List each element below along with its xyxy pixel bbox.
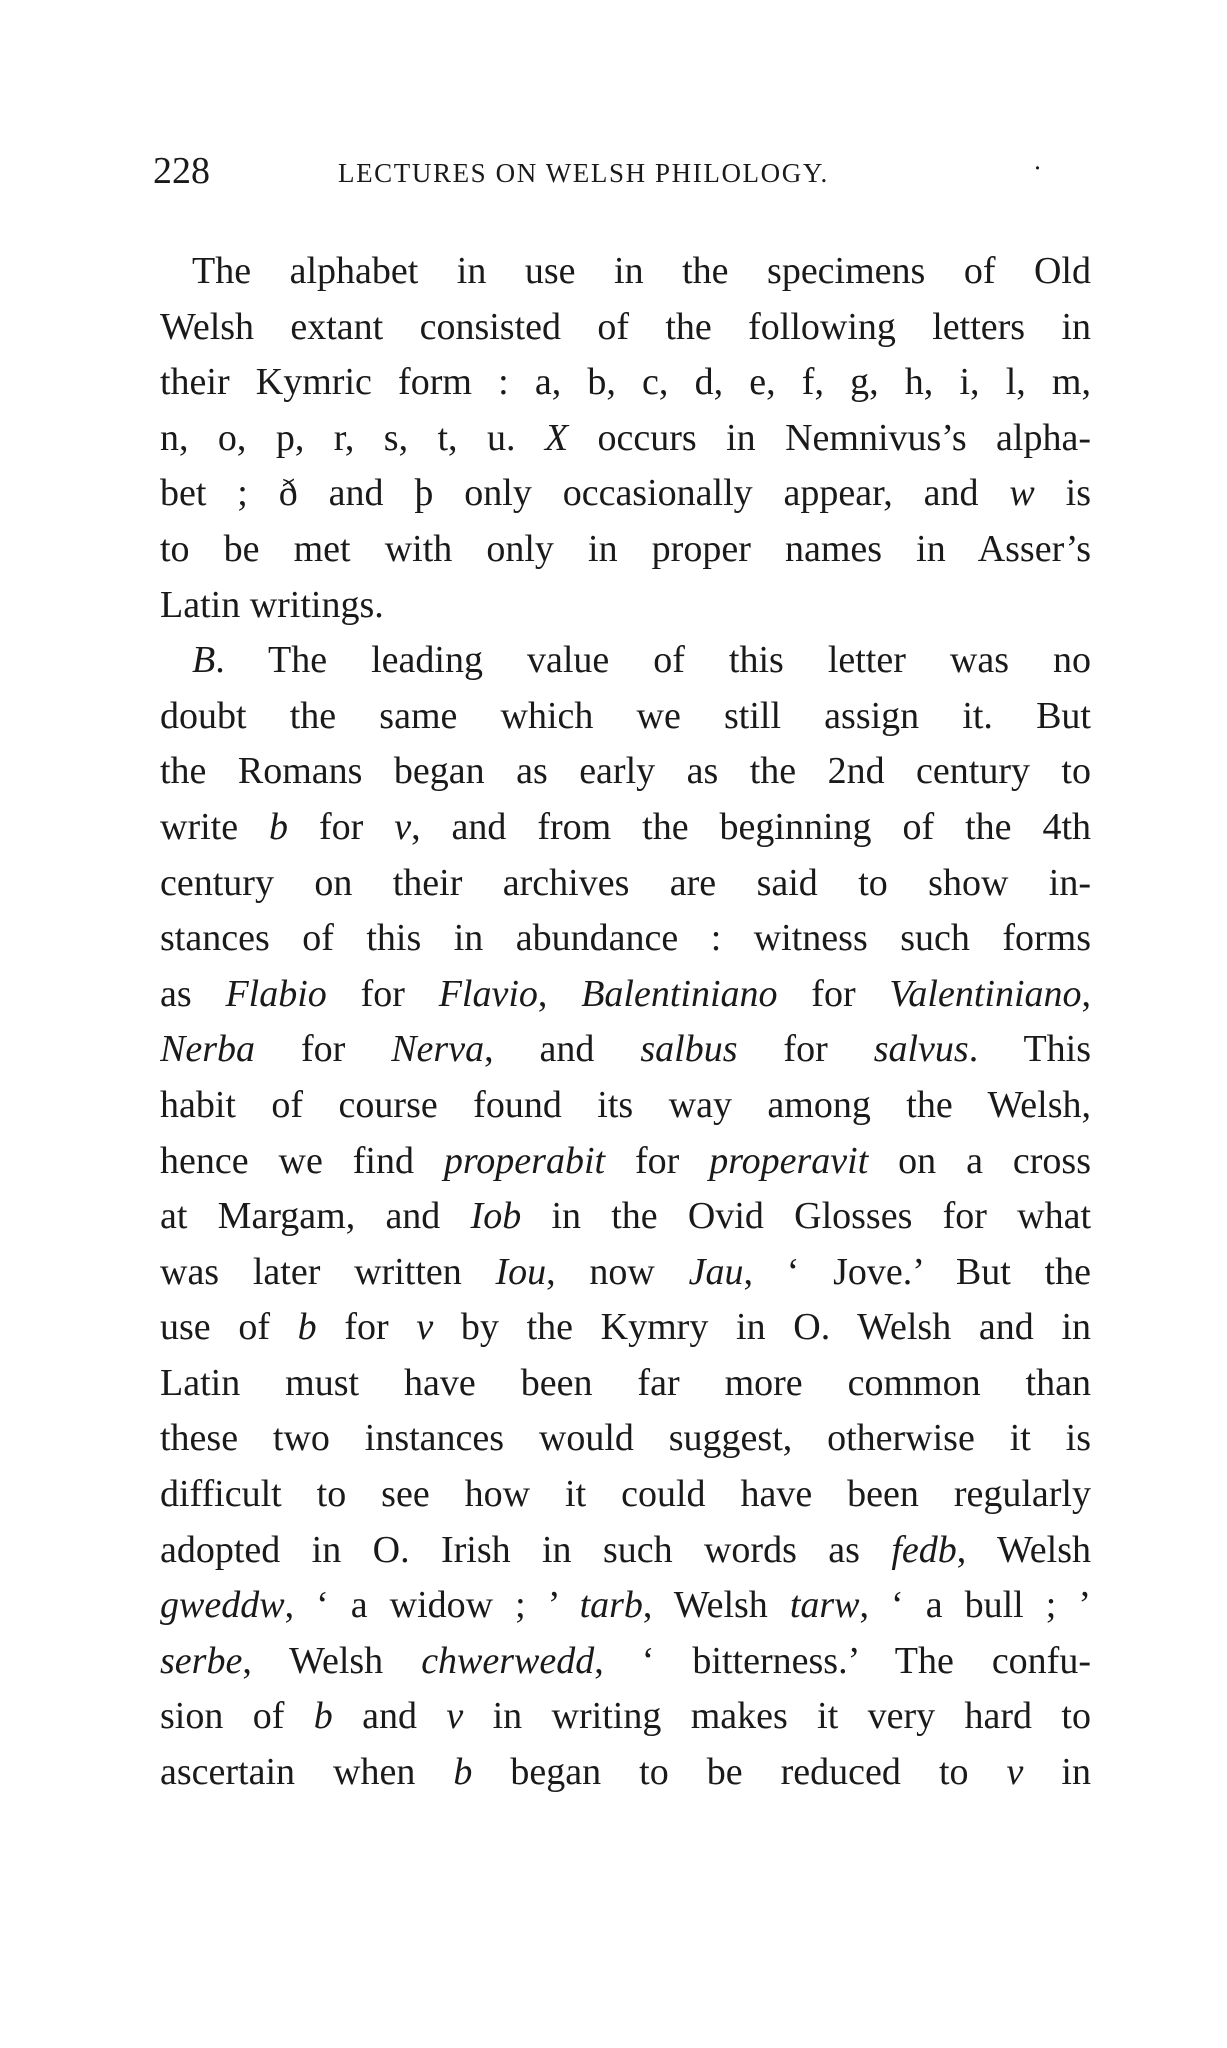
text-segment: Latin must have been far more common than xyxy=(160,1361,1091,1404)
text-line xyxy=(160,1467,1091,1523)
text-segment: difficult to see how it could have been regularly xyxy=(160,1473,1091,1516)
italic-text: b xyxy=(297,1306,317,1349)
text-segment: for xyxy=(777,972,890,1015)
text-line xyxy=(160,1689,1091,1745)
italic-text: tarb xyxy=(579,1584,643,1627)
italic-text: properabit xyxy=(443,1139,606,1182)
text-segment: in xyxy=(1023,1751,1091,1794)
text-line xyxy=(160,1300,1091,1356)
text-line xyxy=(160,1745,1091,1801)
text-segment: , xyxy=(1081,972,1091,1015)
text-segment: in the Ovid Glosses for what xyxy=(521,1195,1091,1238)
text-segment: bet ; ð and þ only occasionally appear, and xyxy=(160,472,1010,515)
italic-text: salbus xyxy=(640,1028,738,1071)
text-segment: write xyxy=(160,805,270,848)
text-line xyxy=(160,1578,1091,1634)
text-line xyxy=(160,1134,1091,1190)
text-line xyxy=(160,1634,1091,1690)
italic-text: b xyxy=(269,805,289,848)
text-segment: for xyxy=(255,1028,392,1071)
text-segment: by the Kymry in O. Welsh and in xyxy=(433,1306,1091,1349)
italic-text: Jau xyxy=(688,1250,744,1293)
italic-text: v xyxy=(446,1695,464,1738)
text-segment: , ‘ a bull ; ’ xyxy=(859,1584,1091,1627)
italic-text: b xyxy=(313,1695,333,1738)
italic-text: w xyxy=(1009,472,1035,515)
text-segment: doubt the same which we still assign it. But xyxy=(160,694,1091,737)
italic-text: Iou xyxy=(495,1250,547,1293)
text-line xyxy=(160,856,1091,912)
italic-text: Valentiniano xyxy=(889,972,1082,1015)
text-line xyxy=(160,1078,1091,1134)
text-segment: occurs in Nemnivus’s alpha- xyxy=(568,416,1091,459)
italic-text: properavit xyxy=(709,1139,869,1182)
italic-text: salvus xyxy=(873,1028,969,1071)
italic-text: Balentiniano xyxy=(581,972,778,1015)
italic-text: chwerwedd xyxy=(421,1639,595,1682)
text-segment: at Margam, and xyxy=(160,1195,471,1238)
text-line xyxy=(160,244,1091,300)
text-segment: was later written xyxy=(160,1250,496,1293)
text-segment: sion of xyxy=(160,1695,314,1738)
text-segment: for xyxy=(316,1306,417,1349)
text-segment: , Welsh xyxy=(642,1584,790,1627)
text-segment: stances of this in abundance : witness such forms xyxy=(160,917,1091,960)
text-segment: on a cross xyxy=(868,1139,1091,1182)
text-line xyxy=(160,300,1091,356)
text-line xyxy=(160,967,1091,1023)
text-segment: Latin writings. xyxy=(160,583,384,626)
italic-text: v xyxy=(416,1306,434,1349)
text-line xyxy=(160,411,1091,467)
text-segment: , ‘ a widow ; ’ xyxy=(284,1584,580,1627)
text-segment: , Welsh xyxy=(956,1528,1091,1571)
text-segment: the Romans began as early as the 2nd century to xyxy=(160,750,1091,793)
text-segment: for xyxy=(605,1139,710,1182)
italic-text: v xyxy=(1006,1751,1024,1794)
italic-text: fedb xyxy=(891,1528,957,1571)
text-line xyxy=(160,689,1091,745)
text-line xyxy=(160,800,1091,856)
text-segment: habit of course found its way among the Welsh, xyxy=(160,1083,1091,1126)
text-segment: century on their archives are said to show in- xyxy=(160,861,1091,904)
text-segment: is xyxy=(1034,472,1091,515)
text-line xyxy=(160,466,1091,522)
running-title: LECTURES ON WELSH PHILOLOGY. xyxy=(338,158,829,188)
text-segment: adopted in O. Irish in such words as xyxy=(160,1528,892,1571)
text-segment: . This xyxy=(968,1028,1091,1071)
italic-text: gweddw xyxy=(160,1584,285,1627)
text-line xyxy=(160,1245,1091,1301)
text-line xyxy=(160,1411,1091,1467)
body-text xyxy=(160,244,1091,1801)
page-number: 228 xyxy=(153,150,210,192)
text-segment: to be met with only in proper names in Asser’s xyxy=(160,527,1091,570)
italic-text: Nerva xyxy=(391,1028,485,1071)
text-segment: Welsh extant consisted of the following letters in xyxy=(160,305,1091,348)
text-segment: The alphabet in use in the specimens of Old xyxy=(192,250,1091,292)
text-segment: for xyxy=(288,805,395,848)
italic-text: tarw xyxy=(789,1584,860,1627)
text-segment: for xyxy=(737,1028,874,1071)
text-line xyxy=(160,1356,1091,1412)
text-segment: ascertain when xyxy=(160,1751,454,1794)
text-segment: , Welsh xyxy=(242,1639,422,1682)
text-line xyxy=(160,1523,1091,1579)
italic-text: Flavio xyxy=(438,972,538,1015)
text-line xyxy=(160,633,1091,689)
text-segment: . The leading value of this letter was no xyxy=(215,639,1091,682)
text-line xyxy=(160,522,1091,578)
text-segment: began to be reduced to xyxy=(472,1751,1007,1794)
text-segment: for xyxy=(326,972,439,1015)
header-mark: · xyxy=(1033,153,1042,183)
text-line xyxy=(160,578,1091,634)
text-segment: , xyxy=(537,972,582,1015)
italic-text: v xyxy=(394,805,412,848)
text-segment: as xyxy=(160,972,226,1015)
text-segment: hence we find xyxy=(160,1139,444,1182)
page-header xyxy=(153,146,1083,196)
italic-text: Nerba xyxy=(160,1028,255,1071)
text-line xyxy=(160,355,1091,411)
text-segment: their Kymric form : a, b, c, d, e, f, g, h, i, l, m, xyxy=(160,361,1091,404)
text-segment: , ‘ bitterness.’ The confu- xyxy=(594,1639,1091,1682)
text-segment: and xyxy=(332,1695,447,1738)
italic-text: Iob xyxy=(470,1195,522,1238)
text-line xyxy=(160,744,1091,800)
text-segment: in writing makes it very hard to xyxy=(463,1695,1091,1738)
text-segment: , now xyxy=(546,1250,689,1293)
italic-text: serbe xyxy=(160,1639,243,1682)
italic-text: Flabio xyxy=(225,972,327,1015)
text-segment: these two instances would suggest, otherwise it is xyxy=(160,1417,1091,1460)
text-segment: n, o, p, r, s, t, u. xyxy=(160,416,545,459)
italic-text: B xyxy=(192,639,216,682)
text-line xyxy=(160,1022,1091,1078)
italic-text: b xyxy=(453,1751,473,1794)
text-line xyxy=(160,1189,1091,1245)
italic-text: X xyxy=(544,416,569,459)
text-segment: , ‘ Jove.’ But the xyxy=(743,1250,1091,1293)
text-segment: use of xyxy=(160,1306,298,1349)
text-line xyxy=(160,911,1091,967)
text-segment: , and from the beginning of the 4th xyxy=(411,805,1091,848)
text-segment: , and xyxy=(484,1028,641,1071)
